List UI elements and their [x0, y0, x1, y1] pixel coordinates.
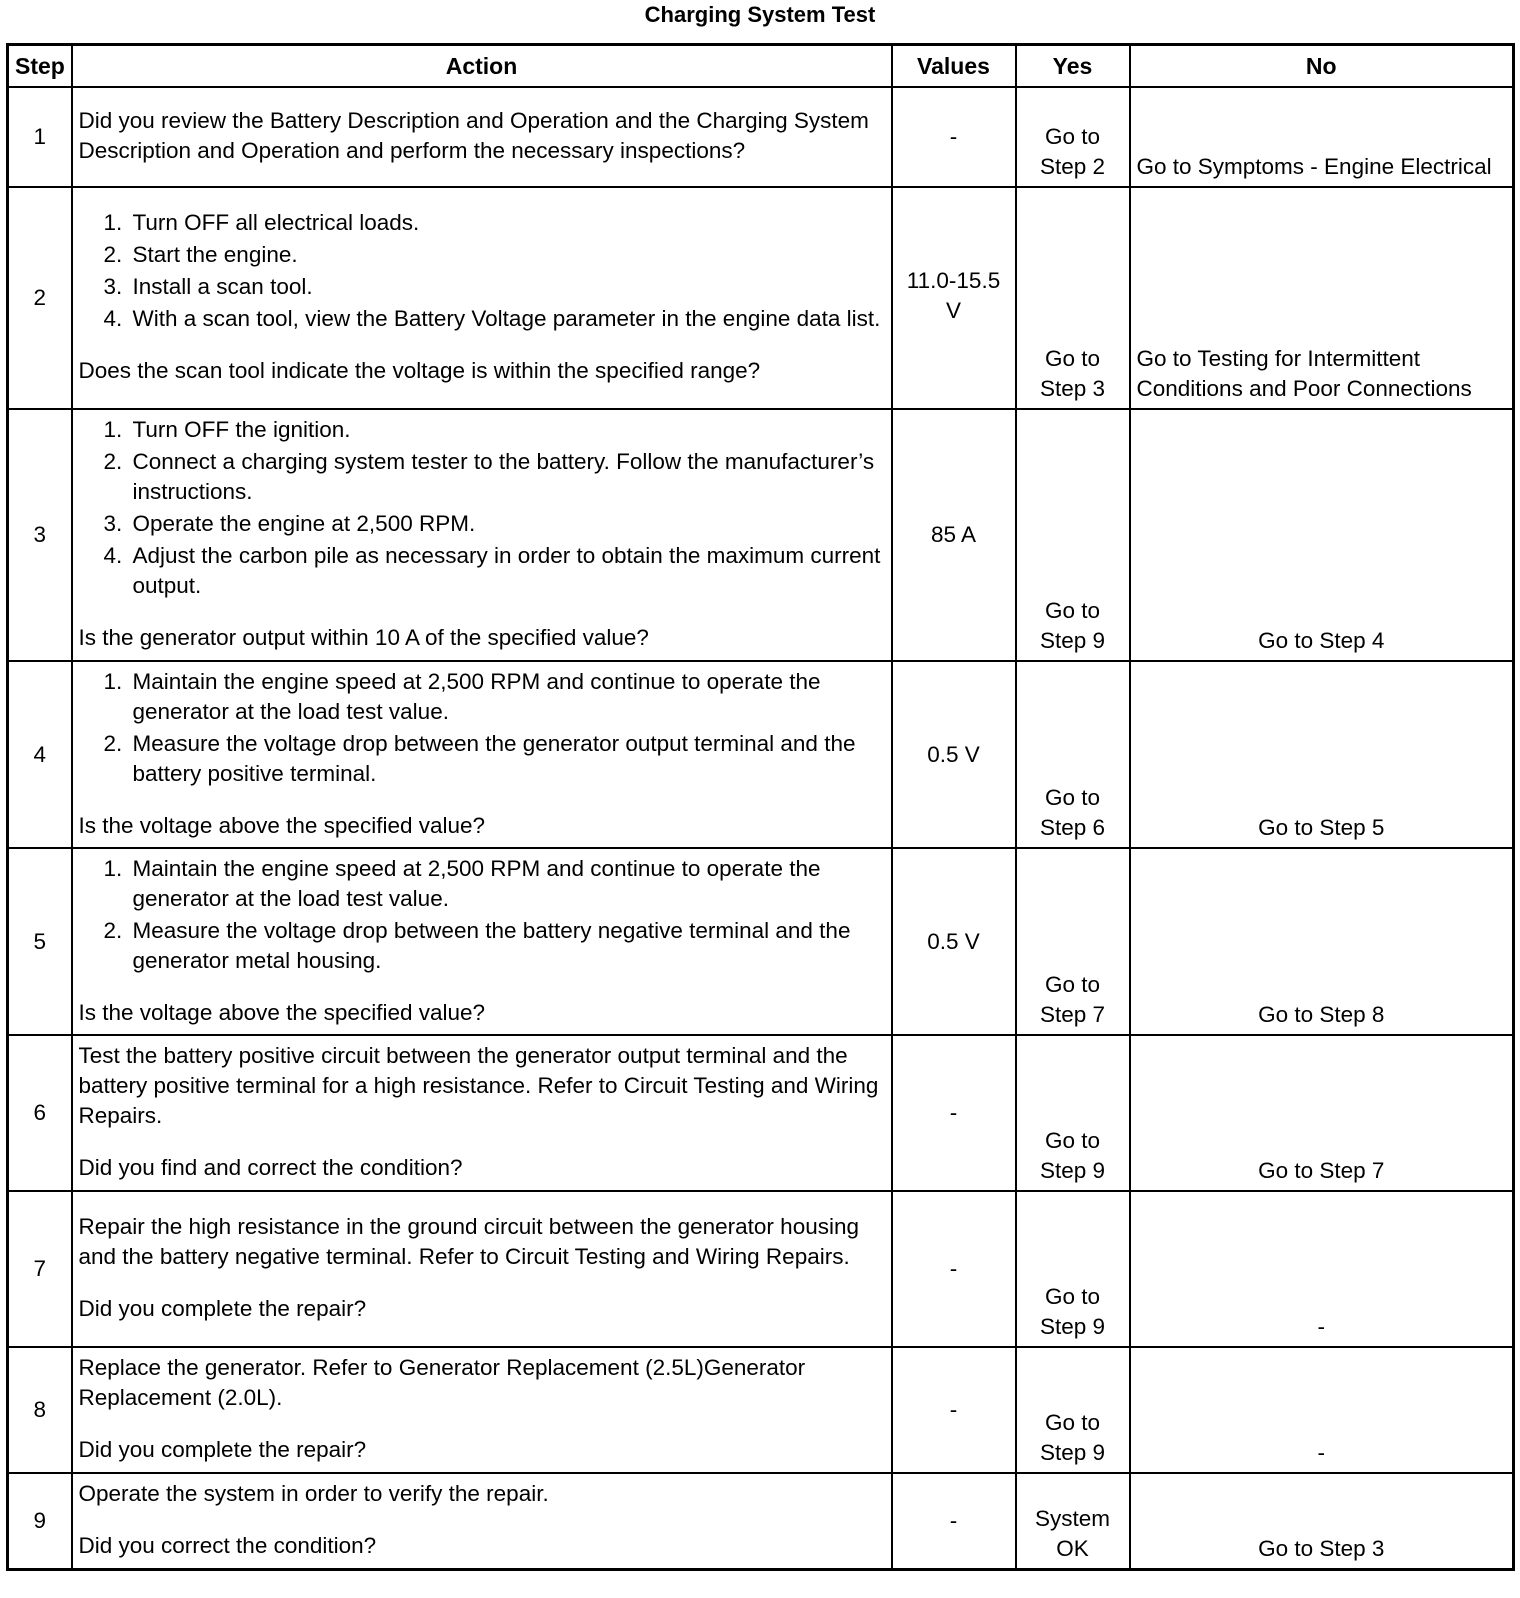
- action-cell: [72, 409, 892, 661]
- question-text: Does the scan tool indicate the voltage is within the specified range?: [78, 358, 761, 383]
- substep: 3. Install a scan tool.: [129, 272, 885, 302]
- action-text: Operate the system in order to verify the repair.: [78, 1480, 549, 1506]
- value-cell: -: [892, 1347, 1016, 1473]
- substep: 1. Turn OFF all electrical loads.: [129, 208, 885, 238]
- table-row: [8, 1473, 1514, 1569]
- action-text: Repair the high resistance in the ground circuit between the generator housing and the battery negative terminal. Refer to Circuit Testing and Wiring Repairs.: [78, 1214, 859, 1269]
- step-number: 8: [8, 1347, 72, 1473]
- question-text: Is the generator output within 10 A of the specified value?: [78, 625, 649, 650]
- table-header-row: [8, 45, 1514, 88]
- header-no: No: [1130, 45, 1514, 88]
- no-cell: Go to Step 3: [1130, 1473, 1514, 1569]
- table-row: [8, 1191, 1514, 1347]
- yes-cell: Go to Step 9: [1016, 409, 1130, 661]
- substep: 1. Maintain the engine speed at 2,500 RPM and continue to operate the generator at the load test value.: [129, 854, 885, 914]
- substep: 2. Measure the voltage drop between the generator output terminal and the battery positive terminal.: [129, 729, 885, 789]
- value-cell: -: [892, 1035, 1016, 1191]
- yes-cell: Go to Step 9: [1016, 1347, 1130, 1473]
- header-step: Step: [8, 45, 72, 88]
- table-row: [8, 1347, 1514, 1473]
- yes-cell: Go to Step 9: [1016, 1191, 1130, 1347]
- action-cell: [72, 661, 892, 848]
- action-cell: [72, 1347, 892, 1473]
- action-cell: [72, 187, 892, 409]
- no-cell: Go to Step 8: [1130, 848, 1514, 1035]
- no-cell: -: [1130, 1347, 1514, 1473]
- substep-list: [79, 667, 885, 789]
- question-text: Did you correct the condition?: [78, 1532, 377, 1558]
- action-text: Replace the generator. Refer to Generator Replacement (2.5L)Generator Replacement (2.0L).: [78, 1355, 806, 1410]
- action-cell: [72, 87, 892, 187]
- no-cell: Go to Step 7: [1130, 1035, 1514, 1191]
- substep: 1. Maintain the engine speed at 2,500 RPM and continue to operate the generator at the load test value.: [129, 667, 885, 727]
- step-number: 3: [8, 409, 72, 661]
- header-values: Values: [892, 45, 1016, 88]
- question-text: Is the voltage above the specified value?: [78, 812, 486, 838]
- page-title: Charging System Test: [644, 2, 876, 27]
- action-cell: [72, 1473, 892, 1569]
- charging-system-test-table: [6, 43, 1515, 1571]
- yes-cell: Go to Step 3: [1016, 187, 1130, 409]
- no-cell: Go to Step 5: [1130, 661, 1514, 848]
- table-row: [8, 409, 1514, 661]
- no-cell: Go to Testing for Intermittent Conditions and Poor Connections: [1130, 187, 1514, 409]
- question-text: Is the voltage above the specified value?: [78, 999, 486, 1025]
- header-yes: Yes: [1016, 45, 1130, 88]
- step-number: 1: [8, 87, 72, 187]
- value-cell: -: [892, 1473, 1016, 1569]
- substep: 2. Connect a charging system tester to the battery. Follow the manufacturer’s instructions.: [129, 447, 885, 507]
- action-cell: [72, 1035, 892, 1191]
- table-row: [8, 1035, 1514, 1191]
- value-cell: 85 A: [892, 409, 1016, 661]
- value-cell: 11.0-15.5 V: [892, 187, 1016, 409]
- substep: 4. Adjust the carbon pile as necessary in order to obtain the maximum current output.: [129, 541, 885, 601]
- no-cell: Go to Symptoms - Engine Electrical: [1130, 87, 1514, 187]
- substep: 3. Operate the engine at 2,500 RPM.: [129, 509, 885, 539]
- value-cell: -: [892, 1191, 1016, 1347]
- step-number: 2: [8, 187, 72, 409]
- question-text: Did you complete the repair?: [78, 1437, 367, 1462]
- value-cell: 0.5 V: [892, 848, 1016, 1035]
- substep: 1. Turn OFF the ignition.: [129, 415, 885, 445]
- action-cell: [72, 1191, 892, 1347]
- step-number: 7: [8, 1191, 72, 1347]
- step-number: 4: [8, 661, 72, 848]
- table-row: [8, 661, 1514, 848]
- yes-cell: Go to Step 2: [1016, 87, 1130, 187]
- substep: 2. Measure the voltage drop between the battery negative terminal and the generator metal housing.: [129, 916, 885, 976]
- step-number: 5: [8, 848, 72, 1035]
- value-cell: 0.5 V: [892, 661, 1016, 848]
- step-number: 6: [8, 1035, 72, 1191]
- value-cell: -: [892, 87, 1016, 187]
- action-cell: [72, 848, 892, 1035]
- substep: 2. Start the engine.: [129, 240, 885, 270]
- yes-cell: Go to Step 6: [1016, 661, 1130, 848]
- table-row: [8, 87, 1514, 187]
- substep: 4. With a scan tool, view the Battery Voltage parameter in the engine data list.: [129, 304, 885, 334]
- no-cell: -: [1130, 1191, 1514, 1347]
- substep-list: [79, 854, 885, 976]
- action-text: Did you review the Battery Description and Operation and the Charging System Description and Operation and perform the necessary inspections?: [78, 108, 869, 163]
- question-text: Did you complete the repair?: [78, 1296, 367, 1321]
- header-action: Action: [72, 45, 892, 88]
- action-text: Test the battery positive circuit between the generator output terminal and the battery positive terminal for a high resistance. Refer to Circuit Testing and Wiring Repairs.: [78, 1043, 879, 1128]
- table-row: [8, 187, 1514, 409]
- yes-cell: Go to Step 9: [1016, 1035, 1130, 1191]
- substep-list: [79, 208, 885, 334]
- yes-cell: Go to Step 7: [1016, 848, 1130, 1035]
- no-cell: Go to Step 4: [1130, 409, 1514, 661]
- table-row: [8, 848, 1514, 1035]
- step-number: 9: [8, 1473, 72, 1569]
- question-text: Did you find and correct the condition?: [78, 1155, 463, 1180]
- substep-list: [79, 415, 885, 601]
- yes-cell: System OK: [1016, 1473, 1130, 1569]
